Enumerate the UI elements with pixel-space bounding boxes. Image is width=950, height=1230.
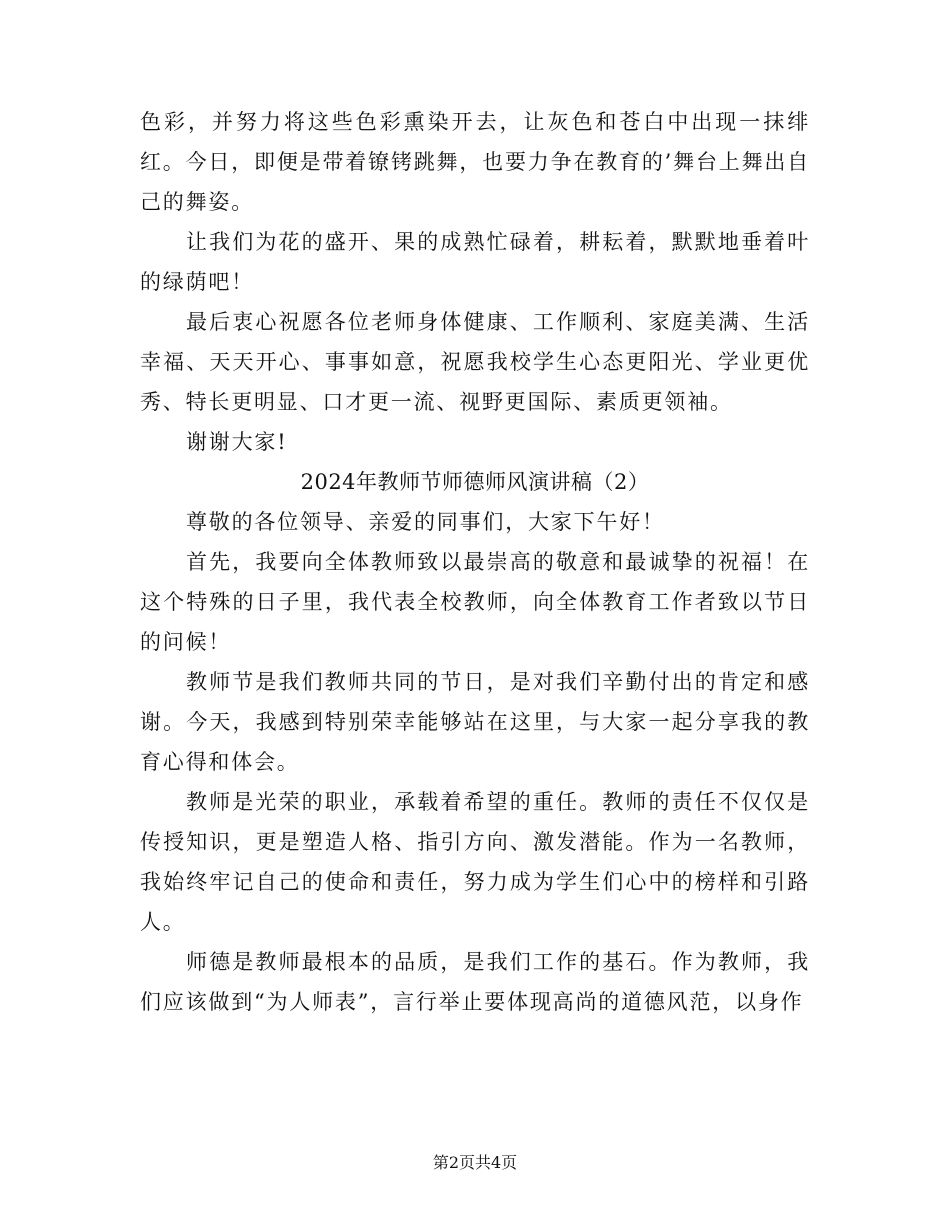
page-footer xyxy=(0,1150,950,1173)
section-title: 2024年教师节师德师风演讲稿（2） xyxy=(300,470,650,494)
paragraph: 让我们为花的盛开、果的成熟忙碌着，耕耘着，默默地垂着叶的绿荫吧！ xyxy=(140,230,810,294)
page-number: 第2页共4页 xyxy=(432,1153,518,1172)
paragraph: 师德是教师最根本的品质，是我们工作的基石。作为教师，我们应该做到“为人师表”，言行举止要体现高尚的道德风范，以身作 xyxy=(140,950,810,1014)
paragraph: 教师是光荣的职业，承载着希望的重任。教师的责任不仅仅是传授知识，更是塑造人格、指引方向、激发潜能。作为一名教师，我始终牢记自己的使命和责任，努力成为学生们心中的榜样和引路人。 xyxy=(140,790,810,934)
paragraph: 教师节是我们教师共同的节日，是对我们辛勤付出的肯定和感谢。今天，我感到特别荣幸能够站在这里，与大家一起分享我的教育心得和体会。 xyxy=(140,670,810,774)
paragraph: 最后衷心祝愿各位老师身体健康、工作顺利、家庭美满、生活幸福、天天开心、事事如意，祝愿我校学生心态更阳光、学业更优秀、特长更明显、口才更一流、视野更国际、素质更领袖。 xyxy=(140,310,810,414)
paragraph: 首先，我要向全体教师致以最崇高的敬意和最诚挚的祝福！在这个特殊的日子里，我代表全校教师，向全体教育工作者致以节日的问候！ xyxy=(140,550,810,654)
paragraph-continuation: 色彩，并努力将这些色彩熏染开去，让灰色和苍白中出现一抹绯红。今日，即便是带着镣铐跳舞，也要力争在教育的’舞台上舞出自己的舞姿。 xyxy=(140,110,810,214)
paragraph-greeting: 尊敬的各位领导、亲爱的同事们，大家下午好！ xyxy=(186,510,665,534)
paragraph-closing: 谢谢大家! xyxy=(186,430,288,454)
document-body xyxy=(140,102,810,1022)
